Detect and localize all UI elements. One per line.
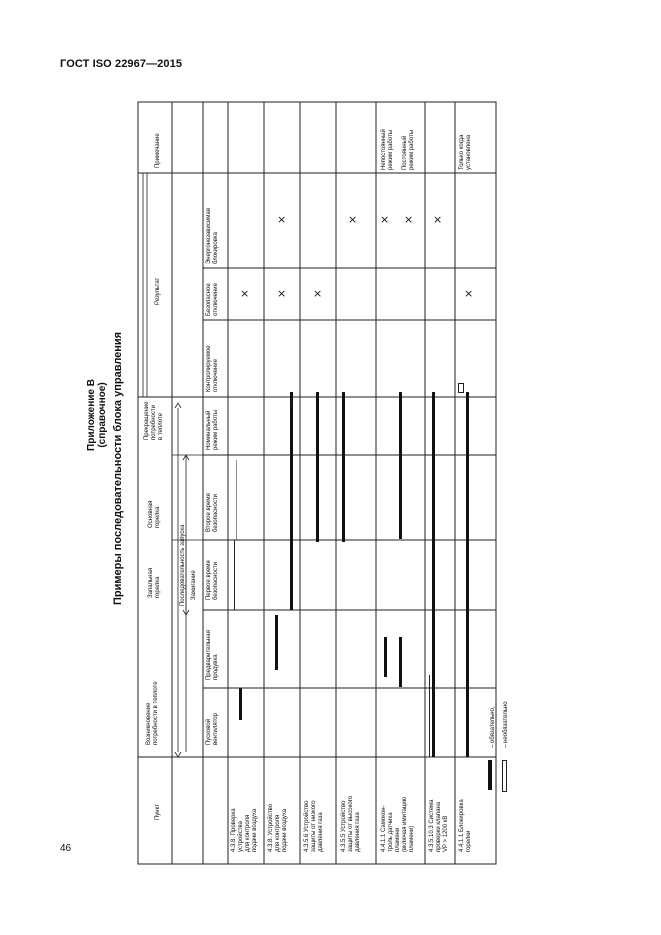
- legend-mandatory-swatch: [488, 760, 492, 790]
- subheader-controlled: Контролируемое отключение: [206, 345, 219, 392]
- bar-row6: [432, 392, 435, 757]
- row-item: 4.3.5.10.3 Система проверки клапана VP > 1200 кВ: [429, 799, 449, 852]
- bar-row5-a: [384, 637, 387, 677]
- row-note: Непостоянный режим работы Постоянный режим работы: [381, 129, 415, 170]
- subheader-lockout: Энергонезависимая блокировка: [206, 208, 219, 264]
- legend-optional-swatch: [502, 760, 507, 792]
- thin-row2-second: [234, 540, 235, 610]
- row-note: Только когда установлена: [459, 134, 472, 170]
- annex-subtitle: (справочное): [97, 382, 108, 448]
- subheader-nominal: Номинальный режим работы: [206, 409, 219, 450]
- bar-row3: [316, 392, 319, 542]
- header-ignition-burner: Запальная горелка: [148, 567, 161, 598]
- subheader-fan-start: Пусковой вентилятор: [206, 713, 219, 745]
- mark-row2-lockout: ×: [277, 213, 287, 226]
- row-item: 4.4.1.1 Самокон- троль датчика пламени (включая имитацию пламени): [381, 796, 415, 852]
- header-heat-stop: Прекращение потребности в теплоте: [144, 401, 164, 440]
- header-start-sequence: Последовательность запуска: [180, 524, 186, 606]
- row-item: 4.3.8. Устройство для контроля подачи воздуха: [268, 803, 288, 852]
- row-item: 4.4.1.1 Блокировка горелки: [459, 799, 472, 852]
- section-title: Примеры последовательности блока управления: [112, 331, 124, 605]
- row-item: 4.3.8. Проверка устройства для контроля подачи воздуха: [231, 808, 258, 852]
- document-header: ГОСТ ISO 22967—2015: [60, 58, 183, 70]
- mark-row6-lockout: ×: [433, 213, 443, 226]
- thin-row2-dash: [236, 460, 237, 540]
- mark-row2-safety: ×: [277, 287, 287, 300]
- bar-row2-safety: [290, 392, 293, 610]
- mark-row7-safety: ×: [464, 287, 474, 300]
- header-result: Результат: [155, 277, 161, 305]
- row-item: 4.3.5.6 Устройство защиты от низкого давления газа: [304, 800, 324, 852]
- mark-row4-lockout: ×: [348, 213, 358, 226]
- bar-row7: [466, 392, 469, 757]
- header-note: Примечание: [155, 133, 161, 168]
- header-main-burner: Основная горелка: [148, 500, 161, 528]
- page-number: 46: [60, 843, 72, 854]
- bar-row5-b: [399, 637, 402, 687]
- row-item: 4.3.5.5 Устройство защиты от высокого давления газа: [341, 795, 361, 852]
- thin-row2-mid: [291, 398, 292, 408]
- mark-row3-safety: ×: [313, 287, 323, 300]
- header-heat-demand: Возникновение потребности в теплоте: [146, 681, 159, 745]
- bar-row4: [342, 392, 345, 542]
- subheader-first-safety: Первое время безопасности: [206, 560, 219, 600]
- mark-row5-lockout-a: ×: [380, 213, 390, 226]
- legend-optional: – необязательно: [503, 701, 509, 748]
- thin-row6: [429, 675, 430, 757]
- subheader-safety-shutdown: Безопасное отключение: [206, 283, 219, 316]
- legend-mandatory: – обязательно,: [490, 706, 496, 748]
- optional-marker: [458, 383, 464, 393]
- header-item: Пункт: [155, 803, 161, 820]
- bar-row5-nominal: [399, 392, 402, 539]
- mark-row5-lockout-b: ×: [404, 213, 414, 226]
- subheader-second-safety: Второе время безопасности: [206, 493, 219, 532]
- header-ignition: Зажигание: [191, 570, 197, 600]
- annex-title: Приложение B: [86, 379, 97, 451]
- bar-row2-prepurge: [275, 615, 278, 670]
- subheader-prepurge: Предварительная продувка: [206, 630, 219, 680]
- mark-row1-safety: ×: [240, 287, 250, 300]
- bar-row1-fan: [239, 688, 242, 720]
